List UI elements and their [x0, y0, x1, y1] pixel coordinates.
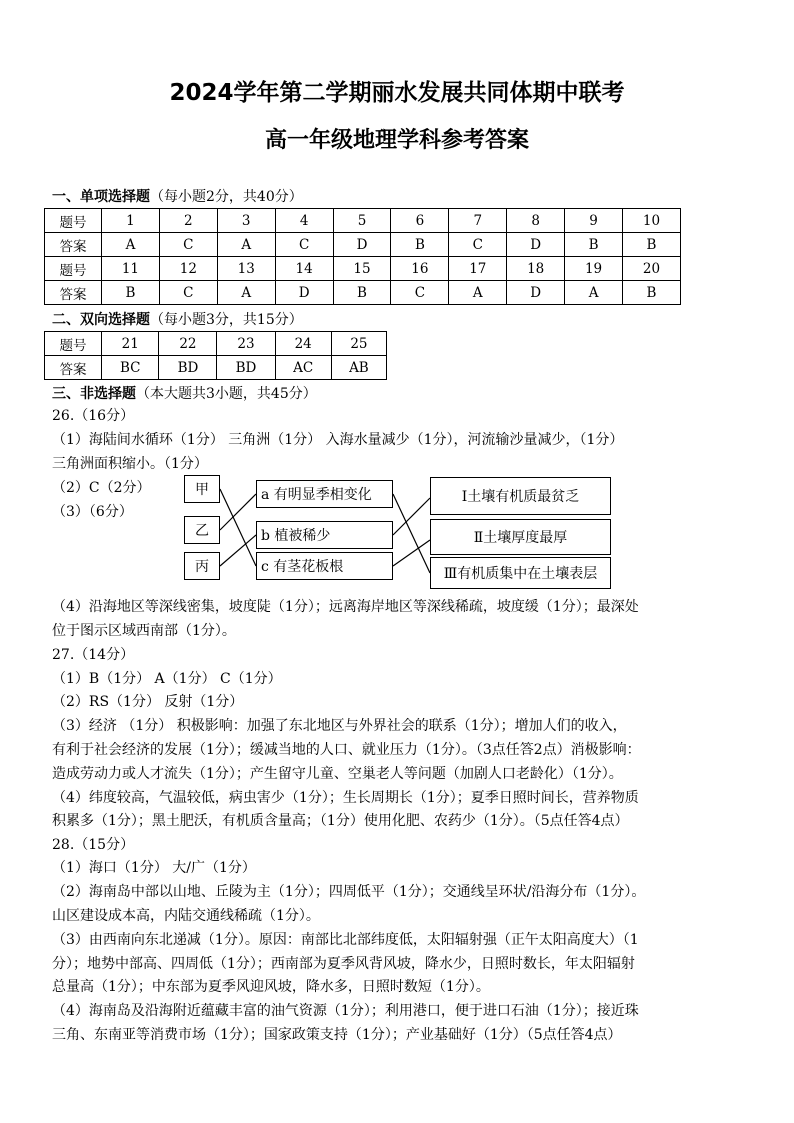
answer-cell: D — [275, 281, 333, 305]
question-number: 16 — [391, 257, 449, 281]
question-number: 15 — [333, 257, 391, 281]
question-number: 4 — [275, 209, 333, 233]
answer-cell: A — [217, 233, 275, 257]
q28-answer-line: 三角、东南亚等消费市场（1分）；国家政策支持（1分）；产业基础好（1分）（5点任答4点） — [52, 1027, 622, 1043]
q27-answer-line: 有利于社会经济的发展（1分）；缓减当地的人口、就业压力（1分）。（3点任答2点）消极影响： — [52, 742, 641, 758]
question-number: 8 — [507, 209, 565, 233]
row-label: 题号 — [45, 257, 102, 281]
row-label: 答案 — [45, 281, 102, 305]
question-number: 23 — [217, 332, 275, 356]
question-number: 21 — [102, 332, 159, 356]
answer-cell: BD — [217, 356, 275, 380]
q28-answer-line: （2）海南岛中部以山地、丘陵为主（1分）；四周低平（1分）；交通线呈环状/沿海分布（1分）。 — [52, 884, 646, 900]
answer-cell: AB — [331, 356, 386, 380]
question-number: 6 — [391, 209, 449, 233]
answer-cell: D — [507, 281, 565, 305]
row-label: 答案 — [45, 356, 102, 380]
q26-answer-line: 位于图示区域西南部（1分）。 — [52, 623, 236, 639]
q26-answer-line: （2）C（2分） — [52, 480, 151, 496]
q27-answer-line: （1）B（1分） A（1分） C（1分） — [52, 671, 282, 687]
row-label: 题号 — [45, 332, 102, 356]
answer-cell: C — [275, 233, 333, 257]
question-number: 24 — [275, 332, 331, 356]
q28-answer-line: （4）海南岛及沿海附近蕴藏丰富的油气资源（1分）；利用港口，便于进口石油（1分）；接近珠 — [52, 1003, 639, 1019]
diagram-box-feature-b: b 植被稀少 — [256, 521, 393, 549]
q27-answer-line: （4）纬度较高，气温较低，病虫害少（1分）；生长周期长（1分）；夏季日照时间长，营养物质 — [52, 790, 639, 806]
q28-answer-line: （3）由西南向东北递减（1分）。原因：南部比北部纬度低，太阳辐射强（正午太阳高度大）（1 — [52, 932, 639, 948]
answer-cell: BC — [102, 356, 159, 380]
q26-heading: 26.（16分） — [52, 408, 135, 424]
q28-heading: 28.（15分） — [52, 837, 135, 853]
question-number: 9 — [565, 209, 623, 233]
question-number: 13 — [217, 257, 275, 281]
diagram-box-feature-a: a 有明显季相变化 — [256, 480, 393, 508]
connector-line — [393, 494, 430, 573]
answer-cell: A — [449, 281, 507, 305]
answer-cell: C — [449, 233, 507, 257]
answer-cell: AC — [275, 356, 331, 380]
question-number: 18 — [507, 257, 565, 281]
q28-answer-line: 山区建设成本高，内陆交通线稀疏（1分）。 — [52, 908, 320, 924]
q27-answer-line: 积累多（1分）；黑土肥沃，有机质含量高；（1分）使用化肥、农药少（1分）。（5点任答4点） — [52, 813, 629, 829]
q28-answer-line: （1）海口（1分） 大/广（1分） — [52, 860, 256, 876]
q26-answer-line: （3）（6分） — [52, 504, 133, 520]
question-number: 20 — [623, 257, 681, 281]
answer-cell: D — [333, 233, 391, 257]
diagram-box-soil-1: Ⅰ土壤有机质最贫乏 — [430, 477, 611, 515]
question-number: 19 — [565, 257, 623, 281]
connector-line — [220, 535, 256, 566]
question-number: 22 — [159, 332, 217, 356]
answer-cell: BD — [159, 356, 217, 380]
question-number: 10 — [623, 209, 681, 233]
q26-answer-line: （1）海陆间水循环（1分） 三角洲（1分） 入海水量减少（1分），河流输沙量减少，（1分） — [52, 432, 624, 448]
answer-cell: A — [217, 281, 275, 305]
q28-answer-line: 分）；地势中部高、四周低（1分）；西南部为夏季风背风坡，降水少，日照时数长，年太阳辐射 — [52, 956, 635, 972]
row-label: 题号 — [45, 209, 102, 233]
q28-answer-line: 总量高（1分）；中东部为夏季风迎风坡，降水多，日照时数短（1分）。 — [52, 979, 490, 995]
section-title: 一、单项选择题 — [52, 189, 150, 205]
question-number: 5 — [333, 209, 391, 233]
question-number: 17 — [449, 257, 507, 281]
section-title: 二、双向选择题 — [52, 312, 150, 328]
row-label: 答案 — [45, 233, 102, 257]
diagram-box-jia: 甲 — [184, 475, 220, 503]
diagram-box-bing: 丙 — [184, 552, 220, 580]
diagram-box-feature-c: c 有茎花板根 — [256, 552, 393, 580]
answer-cell: B — [102, 281, 160, 305]
q27-heading: 27.（14分） — [52, 647, 135, 663]
answer-cell: B — [565, 233, 623, 257]
question-number: 12 — [159, 257, 217, 281]
question-number: 11 — [102, 257, 160, 281]
answer-cell: C — [159, 281, 217, 305]
question-number: 7 — [449, 209, 507, 233]
question-number: 25 — [331, 332, 386, 356]
answer-cell: D — [507, 233, 565, 257]
page-subtitle: 高一年级地理学科参考答案 — [264, 128, 529, 153]
section-note: （每小题3分，共15分） — [150, 312, 303, 328]
question-number: 1 — [102, 209, 160, 233]
answer-cell: A — [102, 233, 160, 257]
answer-cell: B — [333, 281, 391, 305]
q27-answer-line: （2）RS（1分） 反射（1分） — [52, 694, 244, 710]
diagram-box-yi: 乙 — [184, 516, 220, 544]
diagram-box-soil-2: Ⅱ土壤厚度最厚 — [430, 519, 611, 555]
question-number: 3 — [217, 209, 275, 233]
question-number: 2 — [159, 209, 217, 233]
answer-cell: B — [623, 233, 681, 257]
section-title: 三、非选择题 — [52, 386, 136, 402]
answer-cell: C — [159, 233, 217, 257]
connector-line — [393, 498, 430, 535]
answer-cell: A — [565, 281, 623, 305]
q26-answer-line: （4）沿海地区等深线密集，坡度陡（1分）；远离海岸地区等深线稀疏，坡度缓（1分）；最深处 — [52, 599, 639, 615]
section-note: （每小题2分，共40分） — [150, 189, 303, 205]
page-title: 2024学年第二学期丽水发展共同体期中联考 — [169, 80, 625, 106]
q26-answer-line: 三角洲面积缩小。（1分） — [52, 456, 208, 472]
answer-cell: B — [391, 233, 449, 257]
answer-cell: C — [391, 281, 449, 305]
question-number: 14 — [275, 257, 333, 281]
q27-answer-line: 造成劳动力或人才流失（1分）；产生留守儿童、空巢老人等问题（加剧人口老龄化）（1分）。 — [52, 766, 623, 782]
q27-answer-line: （3）经济 （1分） 积极影响：加强了东北地区与外界社会的联系（1分）；增加人们的收入， — [52, 718, 627, 734]
answer-cell: B — [623, 281, 681, 305]
section-note: （本大题共3小题，共45分） — [136, 386, 317, 402]
diagram-box-soil-3: Ⅲ有机质集中在土壤表层 — [430, 557, 611, 589]
connector-line — [220, 489, 256, 566]
